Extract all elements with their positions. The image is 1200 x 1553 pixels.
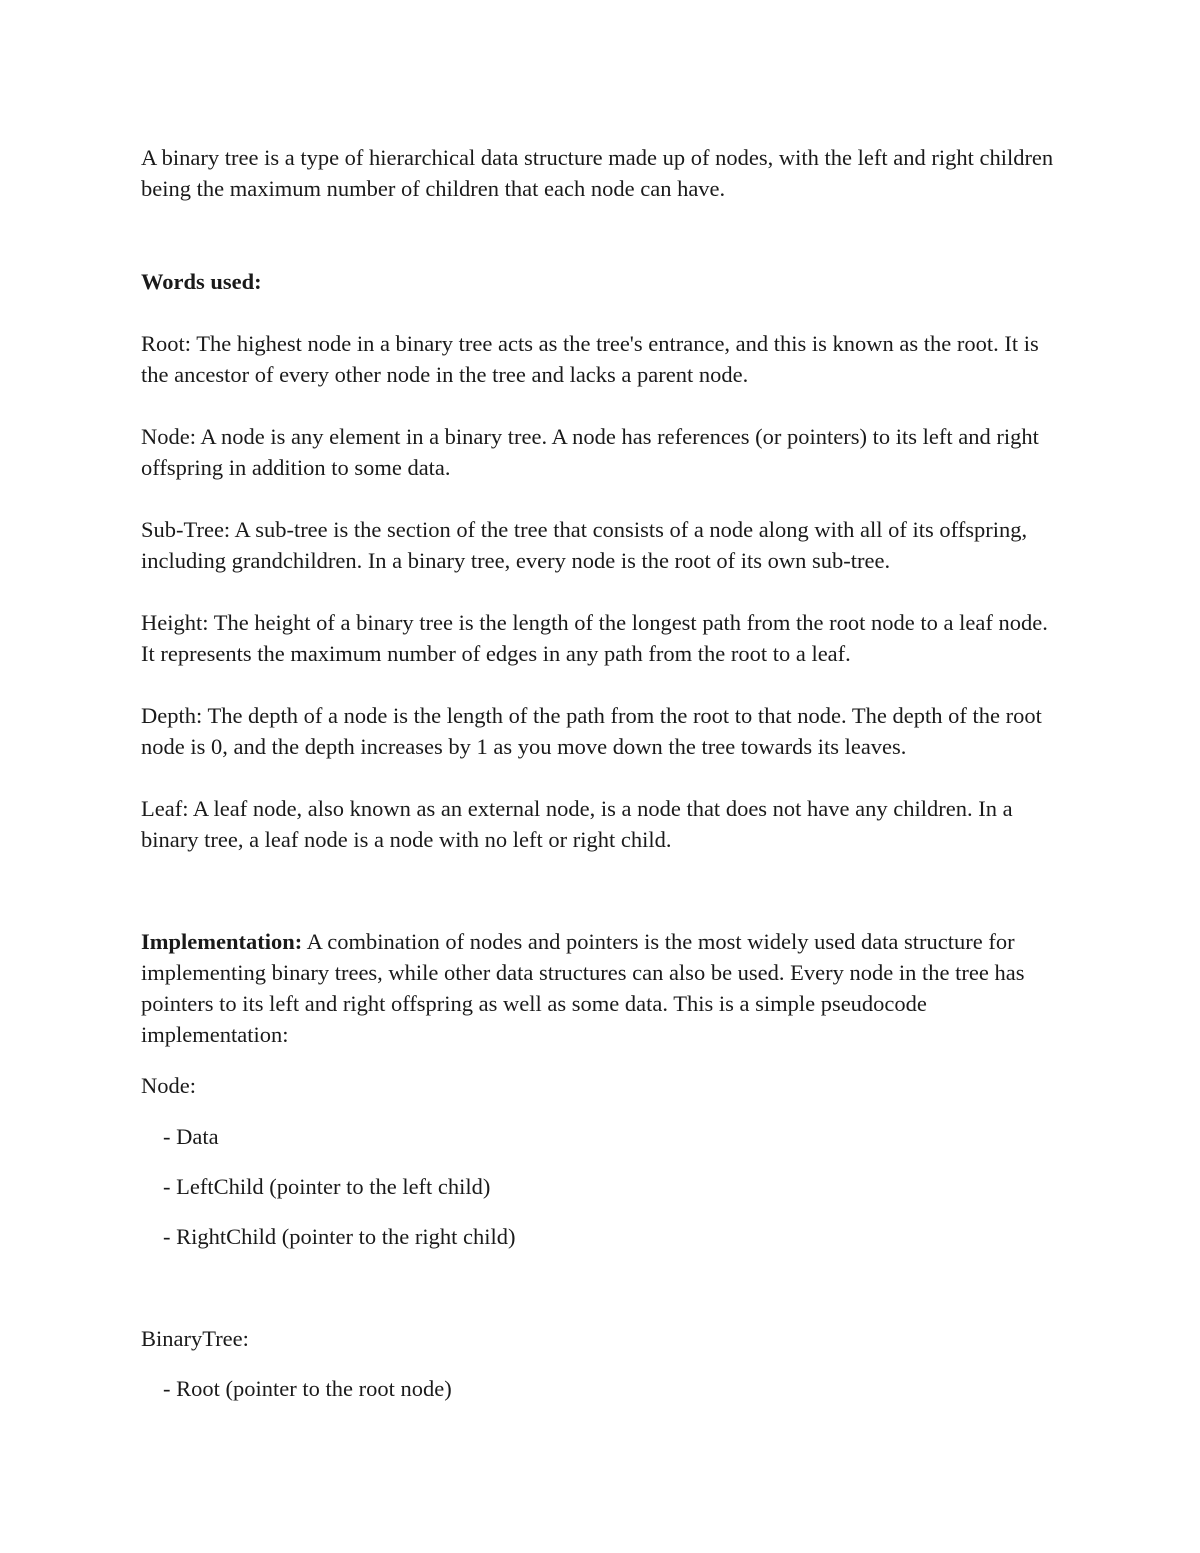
implementation-text: A combination of nodes and pointers is the most widely used data structure for implementing binary trees, while other data structures can also be used. Every node in the tree has pointers to its left and right offspring as well as some data. This is a simple pseudocode implementation: — [141, 929, 1025, 1047]
term-leaf: Leaf: A leaf node, also known as an external node, is a node that does not have any children. In a binary tree, a leaf node is a node with no left or right child. — [141, 796, 1013, 852]
term-height: Height: The height of a binary tree is the length of the longest path from the root node to a leaf node. It represents the maximum number of edges in any path from the root to a leaf. — [141, 610, 1048, 666]
pseudocode-tree-field-root: - Root (pointer to the root node) — [163, 1376, 452, 1401]
implementation-label: Implementation: — [141, 929, 303, 954]
pseudocode-node-field-rightchild: - RightChild (pointer to the right child) — [163, 1224, 516, 1249]
intro-paragraph: A binary tree is a type of hierarchical data structure made up of nodes, with the left and right children being the maximum number of children that each node can have. — [141, 145, 1054, 201]
pseudocode-node-label: Node: — [141, 1073, 196, 1098]
pseudocode-tree-label: BinaryTree: — [141, 1326, 249, 1351]
term-root: Root: The highest node in a binary tree acts as the tree's entrance, and this is known as the root. It is the ancestor of every other node in the tree and lacks a parent node. — [141, 331, 1039, 387]
term-node: Node: A node is any element in a binary tree. A node has references (or pointers) to its left and right offspring in addition to some data. — [141, 424, 1039, 480]
pseudocode-node-field-data: - Data — [163, 1124, 219, 1149]
implementation-paragraph — [141, 926, 1066, 1050]
words-used-heading: Words used: — [141, 269, 262, 294]
pseudocode-node-field-leftchild: - LeftChild (pointer to the left child) — [163, 1174, 491, 1199]
term-sub-tree: Sub-Tree: A sub-tree is the section of the tree that consists of a node along with all of its offspring, including grandchildren. In a binary tree, every node is the root of its own sub-tree. — [141, 517, 1028, 573]
term-depth: Depth: The depth of a node is the length of the path from the root to that node. The depth of the root node is 0, and the depth increases by 1 as you move down the tree towards its leaves. — [141, 703, 1042, 759]
